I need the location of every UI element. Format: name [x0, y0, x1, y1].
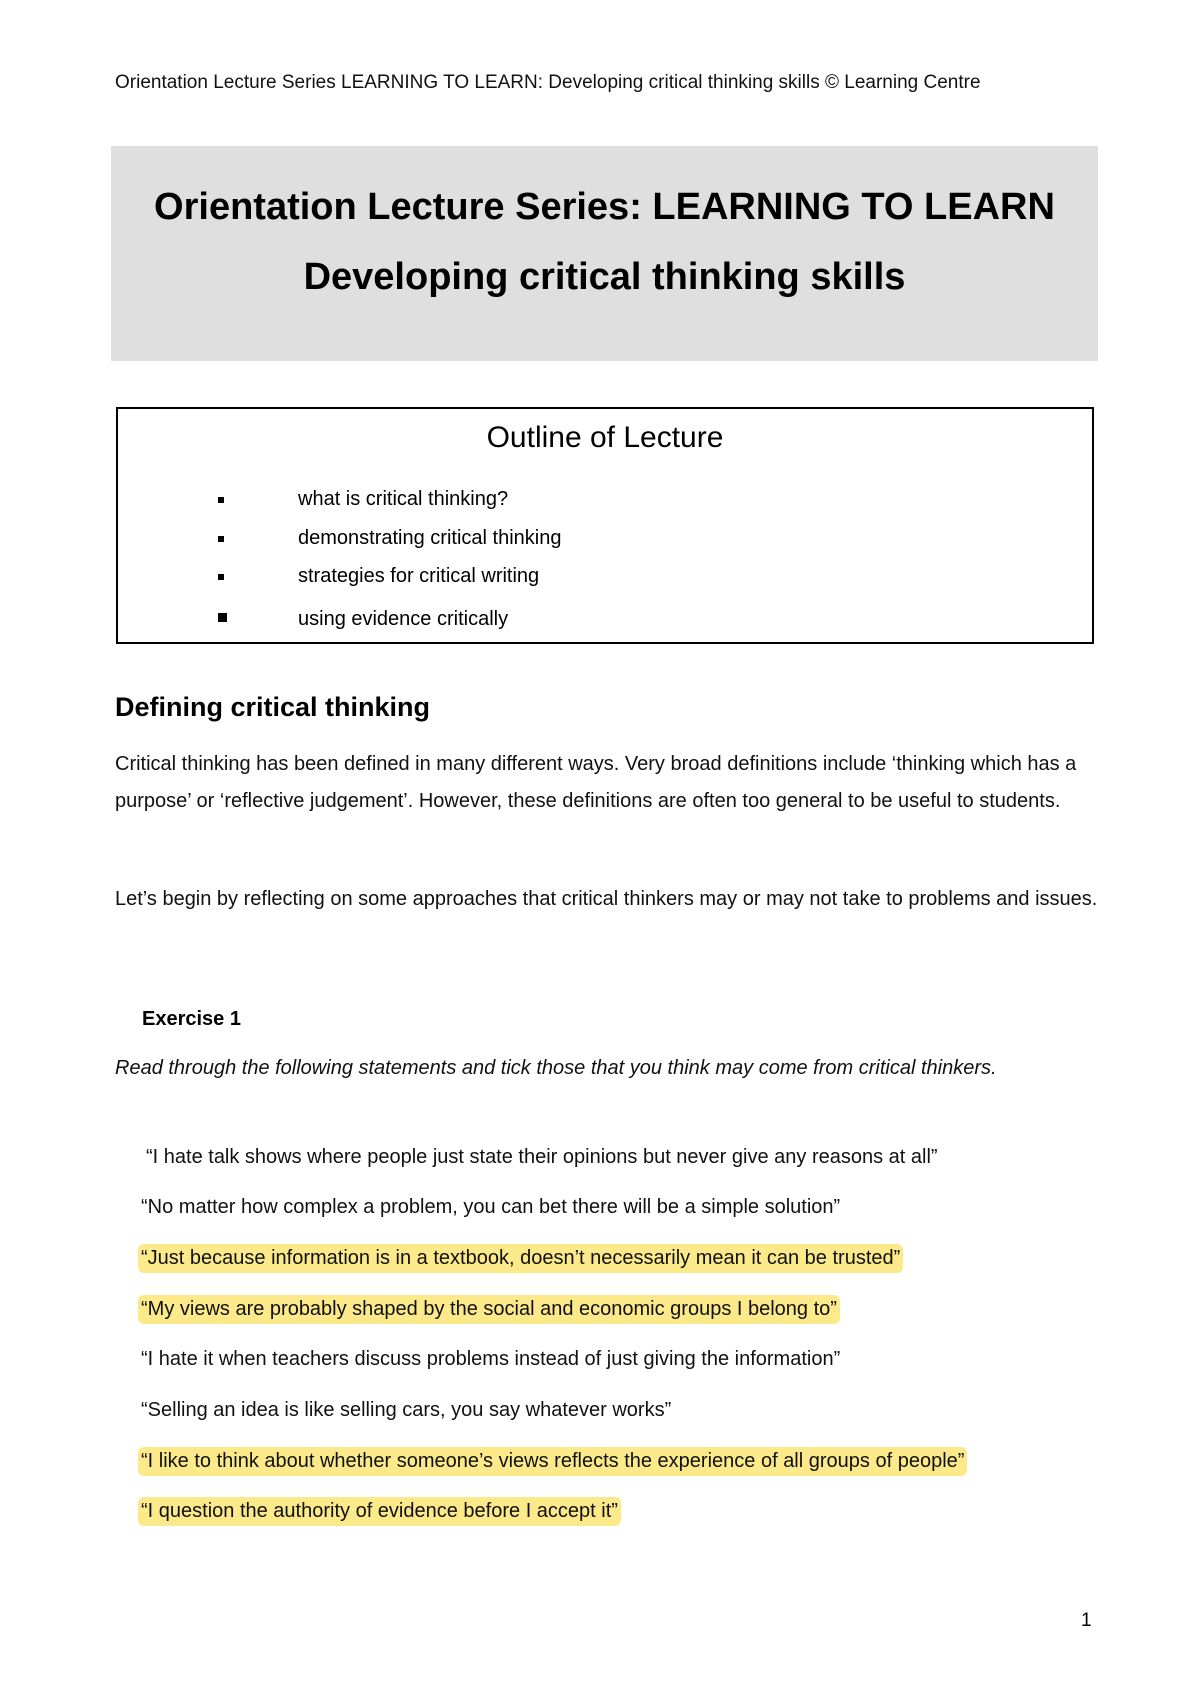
page-subtitle: Developing critical thinking skills: [303, 256, 906, 298]
square-bullet-icon: [218, 536, 224, 542]
outline-box: [116, 407, 1094, 644]
outline-heading: Outline of Lecture: [486, 421, 724, 454]
statement: “Selling an idea is like selling cars, you say whatever works”: [141, 1399, 672, 1421]
outline-item-label: demonstrating critical thinking: [298, 527, 562, 549]
exercise-instruction: Read through the following statements and tick those that you think may come from critical thinkers.: [115, 1057, 997, 1079]
outline-item-label: using evidence critically: [298, 608, 509, 630]
outline-item: [298, 565, 539, 588]
outline-item: [298, 488, 508, 511]
statement: “No matter how complex a problem, you can bet there will be a simple solution”: [141, 1196, 841, 1218]
page-number: 1: [1081, 1610, 1092, 1631]
outline-item-label: strategies for critical writing: [298, 565, 540, 587]
outline-item-label: what is critical thinking?: [298, 488, 509, 510]
paragraph: Critical thinking has been defined in many different ways. Very broad definitions include ‘thinking which has a purpose’ or ‘reflective judgement’. However, these definitions are often too general to be useful to students.: [115, 753, 1077, 812]
statement-highlighted: “My views are probably shaped by the social and economic groups I belong to”: [138, 1295, 840, 1324]
section-heading: Defining critical thinking: [115, 692, 431, 722]
title-block: [111, 146, 1098, 361]
statement-highlighted: “I like to think about whether someone’s views reflects the experience of all groups of people”: [138, 1447, 967, 1476]
statement-highlighted: “I question the authority of evidence before I accept it”: [138, 1497, 621, 1526]
square-bullet-icon: [218, 574, 224, 580]
page-title: Orientation Lecture Series: LEARNING TO LEARN: [154, 186, 1055, 228]
square-bullet-icon: [218, 497, 224, 503]
statement: “I hate it when teachers discuss problems instead of just giving the information”: [141, 1348, 841, 1370]
statement-highlighted: “Just because information is in a textbook, doesn’t necessarily mean it can be trusted”: [138, 1244, 903, 1273]
running-header: Orientation Lecture Series LEARNING TO LEARN: Developing critical thinking skills © Learning Centre: [115, 72, 981, 93]
square-bullet-icon: [218, 613, 227, 622]
paragraph: Let’s begin by reflecting on some approaches that critical thinkers may or may not take to problems and issues.: [115, 888, 1098, 910]
outline-item: [298, 608, 508, 631]
outline-item: [298, 527, 561, 550]
statement: “I hate talk shows where people just state their opinions but never give any reasons at all”: [146, 1146, 938, 1168]
exercise-heading: Exercise 1: [142, 1008, 241, 1030]
outline-list: [118, 409, 1092, 642]
